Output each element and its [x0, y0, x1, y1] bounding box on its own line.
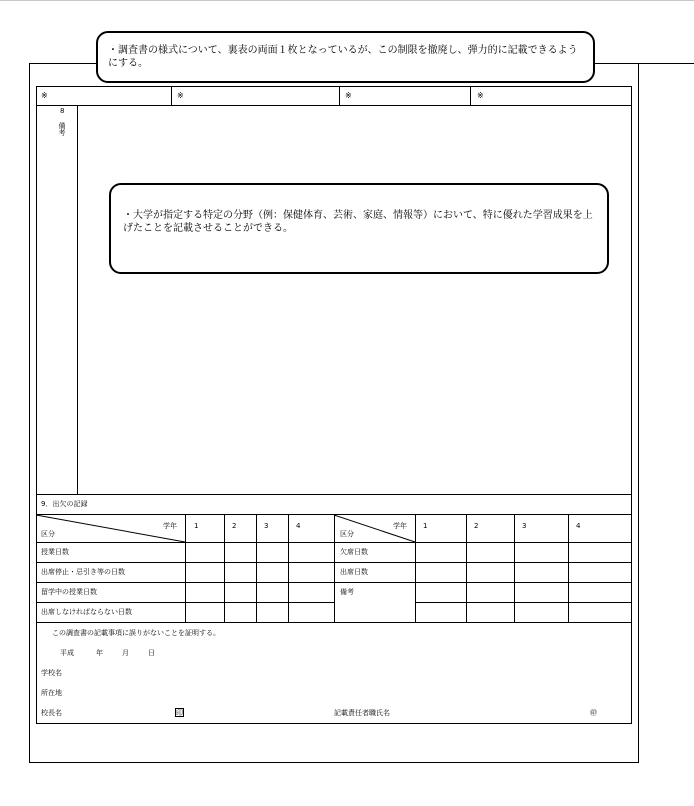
attendance-row-label: 留学中の授業日数 [41, 588, 97, 596]
principal-label: 校長名 [41, 709, 62, 717]
header-row-divider [36, 105, 632, 106]
date-era: 平成 [60, 649, 74, 657]
header-mark: ※ [177, 91, 184, 100]
header-col-divider [470, 86, 471, 105]
school-name-label: 学校名 [41, 669, 62, 677]
top-divider [0, 0, 694, 1]
attendance-row-label: 欠席日数 [340, 548, 368, 556]
year-label: 2 [232, 522, 237, 530]
year-label: 1 [423, 522, 428, 530]
header-mark: ※ [477, 91, 484, 100]
date-year: 年 [96, 649, 103, 657]
remarks-label-divider [77, 105, 78, 494]
year-header-label: 学年 [393, 522, 407, 530]
attendance-row-label: 出席しなければならない日数 [41, 608, 132, 616]
year-label: 1 [194, 522, 199, 530]
header-mark: ※ [345, 91, 352, 100]
year-label: 3 [264, 522, 269, 530]
page-frame-right-edge [638, 63, 639, 763]
remarks-number: 8 [60, 107, 65, 115]
remarks-label: 備考 [58, 122, 66, 136]
callout-middle [109, 183, 609, 274]
year-label: 4 [296, 522, 301, 530]
header-col-divider [339, 86, 340, 105]
attendance-row-label: 授業日数 [41, 548, 69, 556]
year-label: 3 [522, 522, 527, 530]
attendance-col-divider [514, 514, 515, 622]
certification-statement: この調査書の記載事項に誤りがないことを証明する。 [52, 629, 220, 637]
year-header-label: 学年 [163, 522, 177, 530]
date-month: 月 [122, 649, 129, 657]
attendance-title: 9．出欠の記録 [41, 500, 88, 508]
remarks-bottom-divider [36, 494, 632, 495]
address-label: 所在地 [41, 689, 62, 697]
date-day: 日 [148, 649, 155, 657]
responsible-person-label: 記載責任者職氏名 [334, 709, 390, 717]
attendance-row-divider [415, 602, 632, 603]
callout-top-text: ・調査書の様式について、裏表の両面１枚となっているが、この制限を撤廃し、弾力的に記載できるようにする。 [108, 45, 578, 69]
seal-stamp: 印 [176, 709, 183, 717]
header-mark: ※ [41, 91, 48, 100]
seal-mark: ㊞ [590, 709, 597, 717]
callout-middle-text: ・大学が指定する特定の分野（例：保健体育、芸術、家庭、情報等）において、特に優れた学習成果を上げたことを記載させることができる。 [123, 210, 593, 234]
attendance-bottom-divider [36, 622, 632, 623]
category-header-label: 区分 [340, 530, 354, 538]
attendance-row-label: 出席日数 [340, 568, 368, 576]
attendance-col-divider [466, 514, 467, 622]
callout-top [96, 31, 595, 83]
year-label: 4 [576, 522, 581, 530]
year-label: 2 [474, 522, 479, 530]
attendance-header-diagonals [36, 514, 336, 544]
page-frame-extension [638, 63, 694, 64]
attendance-row-label: 出席停止・忌引き等の日数 [41, 568, 125, 576]
attendance-col-divider [568, 514, 569, 622]
attendance-row-label: 備考 [340, 588, 354, 596]
category-header-label: 区分 [41, 530, 55, 538]
header-col-divider [171, 86, 172, 105]
